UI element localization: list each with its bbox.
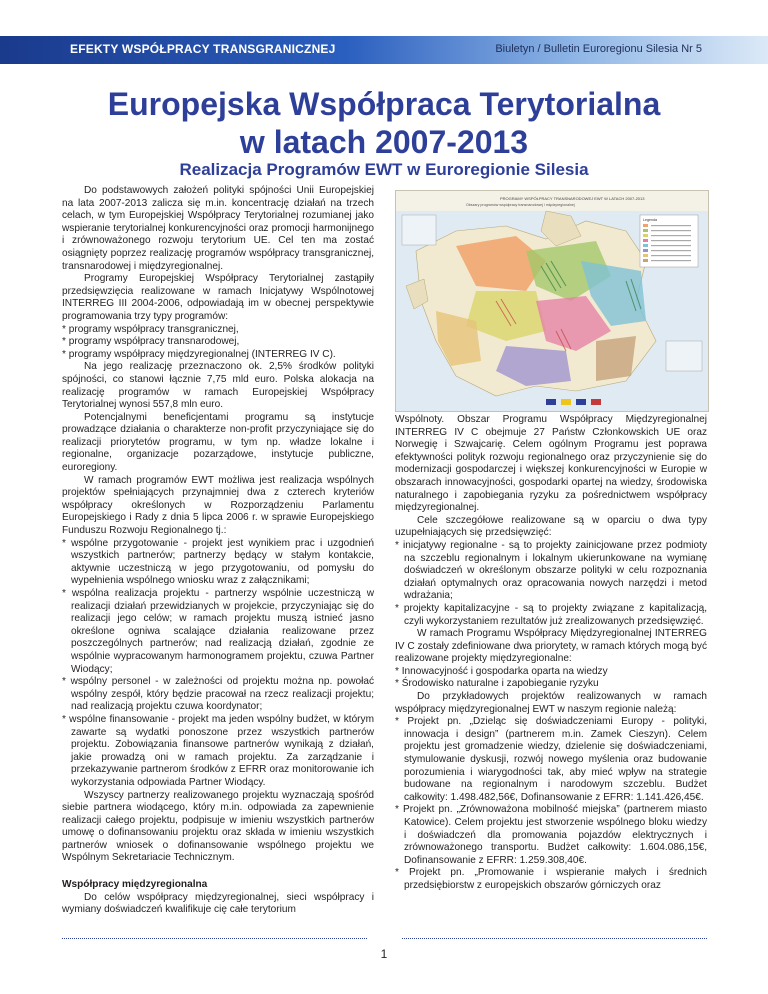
- right-column-paragraph: * projekty kapitalizacyjne - są to projekty związane z kapitalizacją, czyli wykorzystaniem rezultatów już zrealizowanych przedsięwzięć.: [395, 602, 707, 627]
- left-column-paragraph: Współpracy międzyregionalna: [62, 879, 208, 891]
- right-text-column: [395, 414, 707, 893]
- footer-divider-left: [62, 938, 367, 939]
- page-title: [0, 85, 768, 161]
- left-column-paragraph: * programy współpracy międzyregionalnej (INTERREG IV C).: [62, 348, 336, 360]
- left-column-paragraph: * wspólne przygotowanie - projekt jest wynikiem prac i uzgodnień wszystkich partnerów; partnerzy będący w stałym kontakcie, aktywnie uczestniczą w jego przygotowaniu, od pomysłu do wypełnienia wspólnego wniosku wraz z załącznikami;: [62, 537, 374, 587]
- left-column-paragraph: Potencjalnymi beneficjentami programu są instytucje prowadzące działania o charakterze non-profit przyczyniające się do realizacji priorytetów programu, w tym np. władze lokalne i regionalne, organizacje pozarządowe, instytucje publiczne, euroregiony.: [62, 411, 374, 474]
- section-title: EFEKTY WSPÓŁPRACY TRANSGRANICZNEJ: [70, 42, 336, 56]
- page-title-line2: w latach 2007-2013: [239, 124, 529, 160]
- europe-map-figure: [395, 190, 709, 412]
- page-number: 1: [380, 947, 388, 961]
- left-column-paragraph: Do celów współpracy międzyregionalnej, sieci współpracy i wymiany doświadczeń kwalifikuje cię całe terytorium: [62, 891, 374, 916]
- right-column-paragraph: Cele szczegółowe realizowane są w oparciu o dwa typy uzupełniających się przedsięwzięć:: [395, 514, 707, 539]
- left-column-paragraph: * wspólne finansowanie - projekt ma jeden wspólny budżet, w którym zawarte są wydatki ponoszone przez wszystkich partnerów projektu. Zobowiązania finansowe partnerów wynikają z działań, jakie prowadzą oni w ramach projektu. Za zarządzanie i przekazywanie partnerom środków z EFRR oraz monitorowanie ich wykorzystania odpowiada Partner Wiodący.: [62, 713, 374, 788]
- left-column-paragraph: W ramach programów EWT możliwa jest realizacja wspólnych projektów spełniających przynajmniej dwa z czterech kryteriów współpracy określonych w Rozporządzeniu Parlamentu Europejskiego i Rady z dnia 5 lipca 2006 r. w sprawie Europejskiego Funduszu Rozwoju Regionalnego tj.:: [62, 474, 374, 537]
- right-column-paragraph: Do przykładowych projektów realizowanych w ramach współpracy międzyregionalnej EWT w naszym regionie należą:: [395, 691, 707, 715]
- map-title-line1: PROGRAMY WSPÓŁPRACY TRANSNARODOWEJ EWT W LATACH 2007-2013: [500, 196, 645, 201]
- right-column-paragraph: * Innowacyjność i gospodarka oparta na wiedzy: [395, 665, 608, 677]
- left-column-paragraph: * wspólny personel - w zależności od projektu można np. powołać wspólny zespół, który będzie pracował na rzecz realizacji projektu; nad realizacją projektu czuwa koordynator;: [62, 676, 374, 713]
- page-subtitle: Realizacja Programów EWT w Euroregionie Silesia: [179, 160, 589, 179]
- right-column-paragraph: * Środowisko naturalne i zapobieganie ryzyku: [395, 678, 599, 690]
- left-column-paragraph: Do podstawowych założeń polityki spójności Unii Europejskiej na lata 2007-2013 zalicza się m.in. koncentrację działań na trzech celach, w tym Europejskiej Współpracy Terytorialnej rozumianej jako wspieranie terytorialnej konkurencyjności oraz promocji harmonijnego i zrównoważonego rozwoju terytorium UE. Cel ten ma zostać osiągnięty poprzez realizację programów współpracy transgranicznej, transnarodowej i międzyregionalnej.: [62, 185, 374, 272]
- map-title-line2: Obszary programów współpracy transnarodowej i międzyregionalnej: [466, 203, 575, 207]
- europe-map-illustration: [396, 191, 708, 411]
- left-column-paragraph: * programy współpracy transnarodowej,: [62, 336, 240, 348]
- right-column-paragraph: W ramach Programu Współpracy Międzyregionalnej INTERREG IV C zostały zdefiniowane dwa priorytety, w ramach których mogą być realizowane projekty międzyregionalne:: [395, 628, 707, 665]
- left-column-paragraph: * wspólna realizacja projektu - partnerzy wspólnie uczestniczą w realizacji działań przewidzianych w projekcie, przyczyniając się do realizacji jego celów; w ramach projektu muszą istnieć jasno określone ogniwa scalające działania realizowane przez poszczególnych partnerów; nad realizacją działań, zgodnie ze wspólnie wypracowanym harmonogramem projektu, czuwa Partner Wiodący;: [62, 588, 374, 675]
- left-column-paragraph: Programy Europejskiej Współpracy Terytorialnej zastąpiły przedsięwzięcia realizowane w ramach Inicjatywy Wspólnotowej INTERREG III 2004-2006, odpowiadają im w obecnej perspektywie programowania trzy typy programów:: [62, 273, 374, 322]
- left-text-column: [62, 185, 374, 917]
- map-legend-heading: Legenda: [643, 218, 657, 222]
- right-column-paragraph: * inicjatywy regionalne - są to projekty zainicjowane przez podmioty na szczeblu regionalnym i lokalnym ukierunkowane na wymianę doświadczeń w określonym obszarze polityki w celu rozpoznania działań optymalnych oraz opracowania nowych narzędzi i metod wdrażania;: [395, 539, 707, 602]
- right-column-paragraph: Wspólnoty. Obszar Programu Współpracy Międzyregionalnej INTERREG IV C obejmuje 27 Państw Członkowskich UE oraz Norwegię i Szwajcarię. Celem ogólnym Programu jest poprawa efektywności polityk rozwoju regionalnego oraz przyczynienie się do modernizacji gospodarczej i większej konkurencyjności w Europie w obszarach innowacyjności, gospodarki opartej na wiedzy, środowiska naturalnego i zapobiegania ryzyku za pośrednictwem współpracy międzyregionalnej.: [395, 414, 707, 514]
- left-column-paragraph: Wszyscy partnerzy realizowanego projektu wyznaczają spośród siebie partnera wiodącego, który m.in. odpowiada za zapewnienie realizacji całego projektu, podpisuje w imieniu wszystkich partnerów umowę o dofinansowaniu projektu oraz składa w imieniu wszystkich partnerów wniosek o dofinansowanie wspólnego projektu we Wspólnym Sekretariacie Technicznym.: [62, 789, 374, 864]
- bulletin-title: Biuletyn / Bulletin Euroregionu Silesia Nr 5: [495, 43, 702, 55]
- left-column-paragraph: * programy współpracy transgranicznej,: [62, 323, 239, 335]
- right-column-paragraph: * Projekt pn. „Zrównoważona mobilność miejska” (partnerem miasto Katowice). Celem projektu jest stworzenie wspólnego bloku wiedzy i doświadczeń dla promowania pojazdów elektrycznych i zrównoważonego transportu. Budżet całkowity: 1.604.086,15€, Dofinansowanie z EFRR: 1.259.308,40€.: [395, 804, 707, 866]
- header-band: [0, 36, 768, 64]
- footer-divider-right: [402, 938, 707, 939]
- right-column-paragraph: * Projekt pn. „Promowanie i wspieranie małych i średnich przedsiębiorstw z europejskich obszarów górniczych oraz: [395, 867, 707, 891]
- page-title-line1: Europejska Współpraca Terytorialna: [107, 86, 661, 122]
- left-column-paragraph: Na jego realizację przeznaczono ok. 2,5% środków polityki spójności, co stanowi łącznie 7,75 mld euro. Polska alokacja na realizację programów w ramach Europejskiej Współpracy Terytorialnej wynosi 557,8 mln euro.: [62, 361, 374, 411]
- right-column-paragraph: * Projekt pn. „Dzieląc się doświadczeniami Europy - polityki, innowacja i design” (partnerem m.in. Zamek Cieszyn). Celem projektu jest gromadzenie wiedzy, dzielenie się doświadczeniami, stymulowanie dyskusji, rozwój nowego myślenia oraz budowanie porozumienia i wiarygodności tak, aby mieć wpływ na strategie budowane na regionalnym i narodowym szczeblu. Budżet całkowity: 1.498.482,56€, Dofinansowanie z EFRR: 1.141.426,45€.: [395, 716, 707, 803]
